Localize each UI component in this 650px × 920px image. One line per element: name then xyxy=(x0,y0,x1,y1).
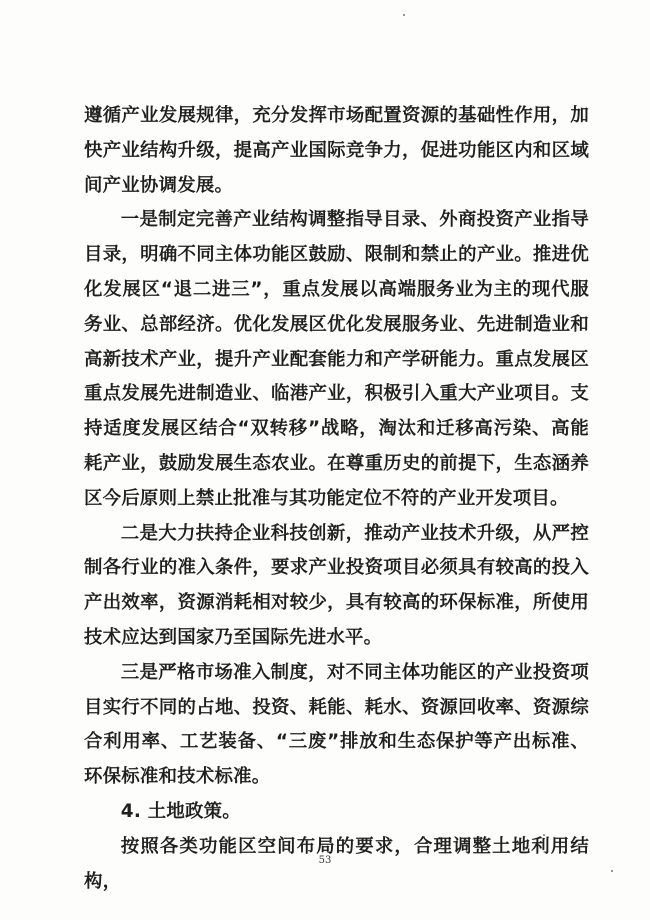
paragraph-market-access: 三是严格市场准入制度，对不同主体功能区的产业投资项目实行不同的占地、投资、耗能、耗水、资源回收率、资源综合利用率、工艺装备、“三废”排放和生态保护等产出标准、环保标准和技术标准。 xyxy=(84,661,589,788)
paragraph-tech-innovation: 二是大力扶持企业科技创新，推动产业技术升级，从严控制各行业的准入条件，要求产业投资项目必须具有较高的投入产出效率，资源消耗相对较少，具有较高的环保标准，所使用技术应达到国家乃至国际先进水平。 xyxy=(84,522,589,648)
section-heading-land-policy: 4. 土地政策。 xyxy=(120,800,241,822)
scan-speck xyxy=(611,870,613,872)
page-number: 53 xyxy=(318,855,332,866)
paragraph-industry-catalog: 一是制定完善产业结构调整指导目录、外商投资产业指导目录，明确不同主体功能区鼓励、限制和禁止的产业。推进优化发展区“退二进三”，重点发展以高端服务业为主的现代服务业、总部经济。优化发展区优化发展服务业、先进制造业和高新技术产业，提升产业配套能力和产学研能力。重点发展区重点发展先进制造业、临港产业，积极引入重大产业项目。支持适度发展区结合“双转移”战略，淘汰和迁移高污染、高能耗产业，鼓励发展生态农业。在尊重历史的前提下，生态涵养区今后原则上禁止批准与其功能定位不符的产业开发项目。 xyxy=(84,209,589,509)
body-text xyxy=(84,99,589,899)
paragraph-land-structure: 按照各类功能区空间布局的要求，合理调整土地利用结构， xyxy=(84,835,589,892)
scan-speck xyxy=(403,14,405,16)
scan-speck xyxy=(543,834,545,836)
paragraph-continuation: 遵循产业发展规律，充分发挥市场配置资源的基础性作用，加快产业结构升级，提高产业国际竞争力，促进功能区内和区域间产业协调发展。 xyxy=(84,105,589,196)
